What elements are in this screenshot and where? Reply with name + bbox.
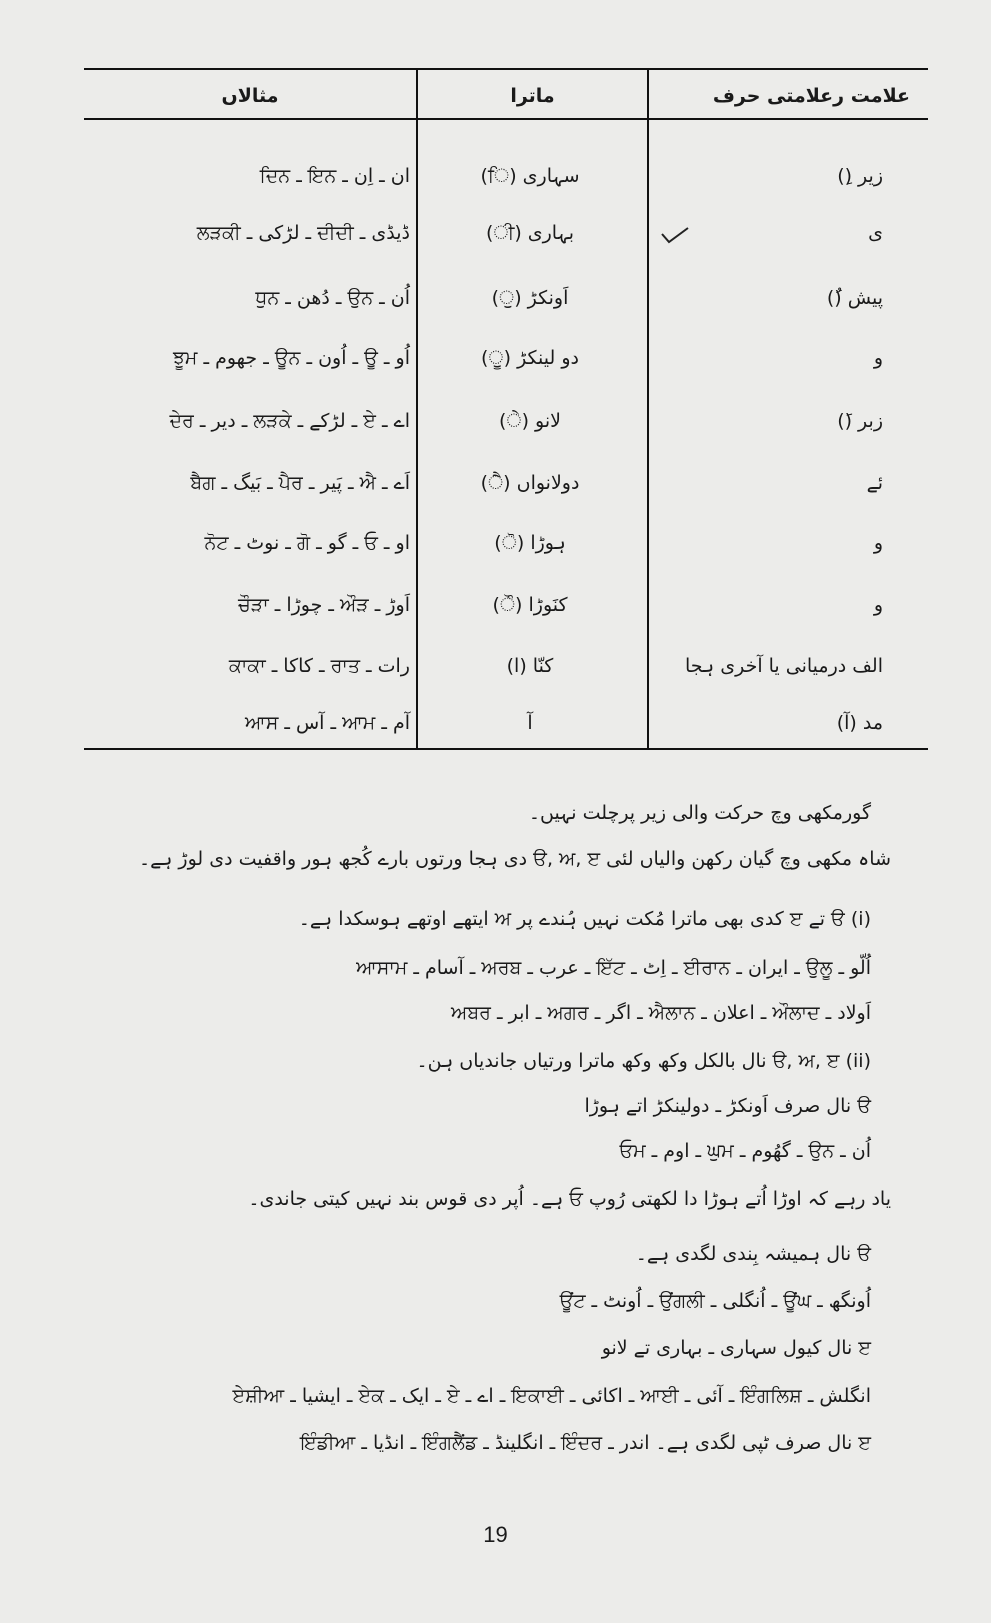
checkmark-icon	[660, 222, 690, 248]
cell-haraf: ئے	[866, 472, 883, 494]
page-number: 19	[483, 1522, 508, 1547]
paragraph: (ii) ੳ, ਅ, ੲ نال بالکل وکھ وکھ ماترا ورتیاں جاندیاں ہن۔	[416, 1050, 871, 1072]
cell-matra: کنّا (ا)	[506, 655, 554, 677]
cell-misal: ڈیڈی ـ ਦੀਦੀ ـ لڑکی ـ ਲੜਕੀ	[196, 222, 410, 244]
header-haraf: علامت رعلامتی حرف	[712, 85, 910, 107]
cell-misal: اُو ـ ਊ ـ اُون ـ ਊਨ ـ جھوم ـ ਝੂਮ	[172, 347, 410, 369]
paragraph: اُن ـ ਉਨ ـ گھُوم ـ ਘੁਮ ـ اوم ـ ਓਮ	[619, 1140, 871, 1162]
cell-matra: سہاری (ਿ)	[480, 165, 580, 187]
paragraph: (i) ੳ تے ੲ کدی بھی ماترا مُکت نہیں ہُندے پر ਅ ایتھے اوتھے ہوسکدا ہے۔	[298, 908, 871, 930]
paragraph: یاد رہے کہ اوڑا اُتے ہوڑا دا لکھتی رُوپ ਓ ہے۔ اُپر دی قوس بند نہیں کیتی جاندی۔	[248, 1188, 891, 1210]
cell-misal: رات ـ ਰਾਤ ـ کاکا ـ ਕਾਕਾ	[228, 655, 410, 677]
header-misal: مثالاں	[221, 85, 279, 107]
paragraph: اُونگھ ـ ਊਂਘ ـ اُنگلی ـ ਉਂਗਲੀ ـ اُونٹ ـ ਊਂਟ	[559, 1290, 871, 1312]
cell-haraf: مد (آ)	[836, 712, 883, 734]
cell-misal: اَے ـ ਐ ـ پَیر ـ ਪੈਰ ـ بَیگ ـ ਬੈਗ	[190, 472, 410, 494]
cell-misal: اَوڑ ـ ਔੜ ـ چوڑا ـ ਚੌੜਾ	[238, 594, 410, 616]
table-bottom-rule	[84, 748, 928, 750]
cell-matra: بہاری (ੀ)	[485, 222, 575, 244]
cell-haraf: زیر (ِ)	[837, 165, 883, 187]
cell-misal: ان ـ اِن ـ ਇਨ ـ ਦਿਨ	[259, 165, 410, 187]
cell-misal: اے ـ ਏ ـ لڑکے ـ ਲੜਕੇ ـ دیر ـ ਦੇਰ	[169, 410, 410, 432]
cell-matra: ہوڑا (ੋ)	[494, 532, 566, 554]
cell-matra: اَونکڑ (ੁ)	[491, 287, 569, 309]
paragraph: گورمکھی وچ حرکت والی زیر پرچلت نہیں۔	[528, 802, 871, 824]
paragraph: ੳ نال صرف اَونکڑ ـ دولینکڑ اتے ہوڑا	[584, 1095, 871, 1117]
cell-matra: آ	[527, 712, 533, 734]
paragraph: ੲ نال کیول سہاری ـ بہاری تے لانو	[601, 1337, 871, 1359]
cell-haraf: پیش (ُ)	[826, 287, 883, 309]
paragraph: انگلش ـ ਇੰਗਲਿਸ਼ ـ آئی ـ ਆਈ ـ اکائی ـ ਇਕਾਈ ـ اے ـ ਏ ـ ایک ـ ਏਕ ـ ایشیا ـ ਏਸ਼ੀਆ	[232, 1385, 871, 1407]
cell-haraf: و	[873, 347, 883, 369]
cell-misal: اُن ـ ਉਨ ـ دُھن ـ ਧੁਨ	[255, 287, 410, 309]
cell-matra: لانو (ੇ)	[498, 410, 561, 432]
cell-matra: دو لینکڑ (ੂ)	[481, 347, 579, 369]
paragraph: شاہ مکھی وچ گیان رکھن والیاں لئی ੳ, ਅ, ੲ دی ہجا ورتوں بارے کُجھ ہور واقفیت دی لوڑ ہے۔	[138, 848, 891, 870]
table-top-rule	[84, 68, 928, 70]
cell-haraf: ی	[868, 222, 883, 244]
paragraph: اُلّو ـ ਉਲੂ ـ ایران ـ ਈਰਾਨ ـ اِٹ ـ ਇੱਟ ـ عرب ـ ਅਰਬ ـ آسام ـ ਆਸਾਮ	[356, 957, 871, 979]
cell-haraf: و	[873, 594, 883, 616]
cell-haraf: الف درمیانی یا آخری ہجا	[685, 655, 883, 677]
cell-haraf: و	[873, 532, 883, 554]
paragraph: اَولاد ـ ਔਲਾਦ ـ اعلان ـ ਐਲਾਨ ـ اگر ـ ਅਗਰ ـ ابر ـ ਅਬਰ	[450, 1002, 871, 1024]
cell-misal: او ـ ਓ ـ گو ـ ਗੋ ـ نوٹ ـ ਨੋਟ	[204, 532, 410, 554]
cell-matra: دولانواں (ੈ)	[480, 472, 580, 494]
cell-haraf: زبر (َ)	[837, 410, 883, 432]
table-col-divider-2	[647, 68, 649, 750]
paragraph: ੳ نال ہمیشہ بِندی لگدی ہے۔	[635, 1243, 871, 1265]
cell-matra: کنَوڑا (ੌ)	[492, 594, 568, 616]
cell-misal: آم ـ ਆਮ ـ آس ـ ਆਸ	[245, 712, 410, 734]
header-matra: ماترا	[510, 85, 555, 107]
paragraph: ੲ نال صرف ٹپی لگدی ہے۔ اندر ـ ਇੰਦਰ ـ انگلینڈ ـ ਇੰਗਲੈਂਡ ـ انڈیا ـ ਇੰਡੀਆ	[300, 1432, 871, 1454]
table-header-rule	[84, 118, 928, 120]
